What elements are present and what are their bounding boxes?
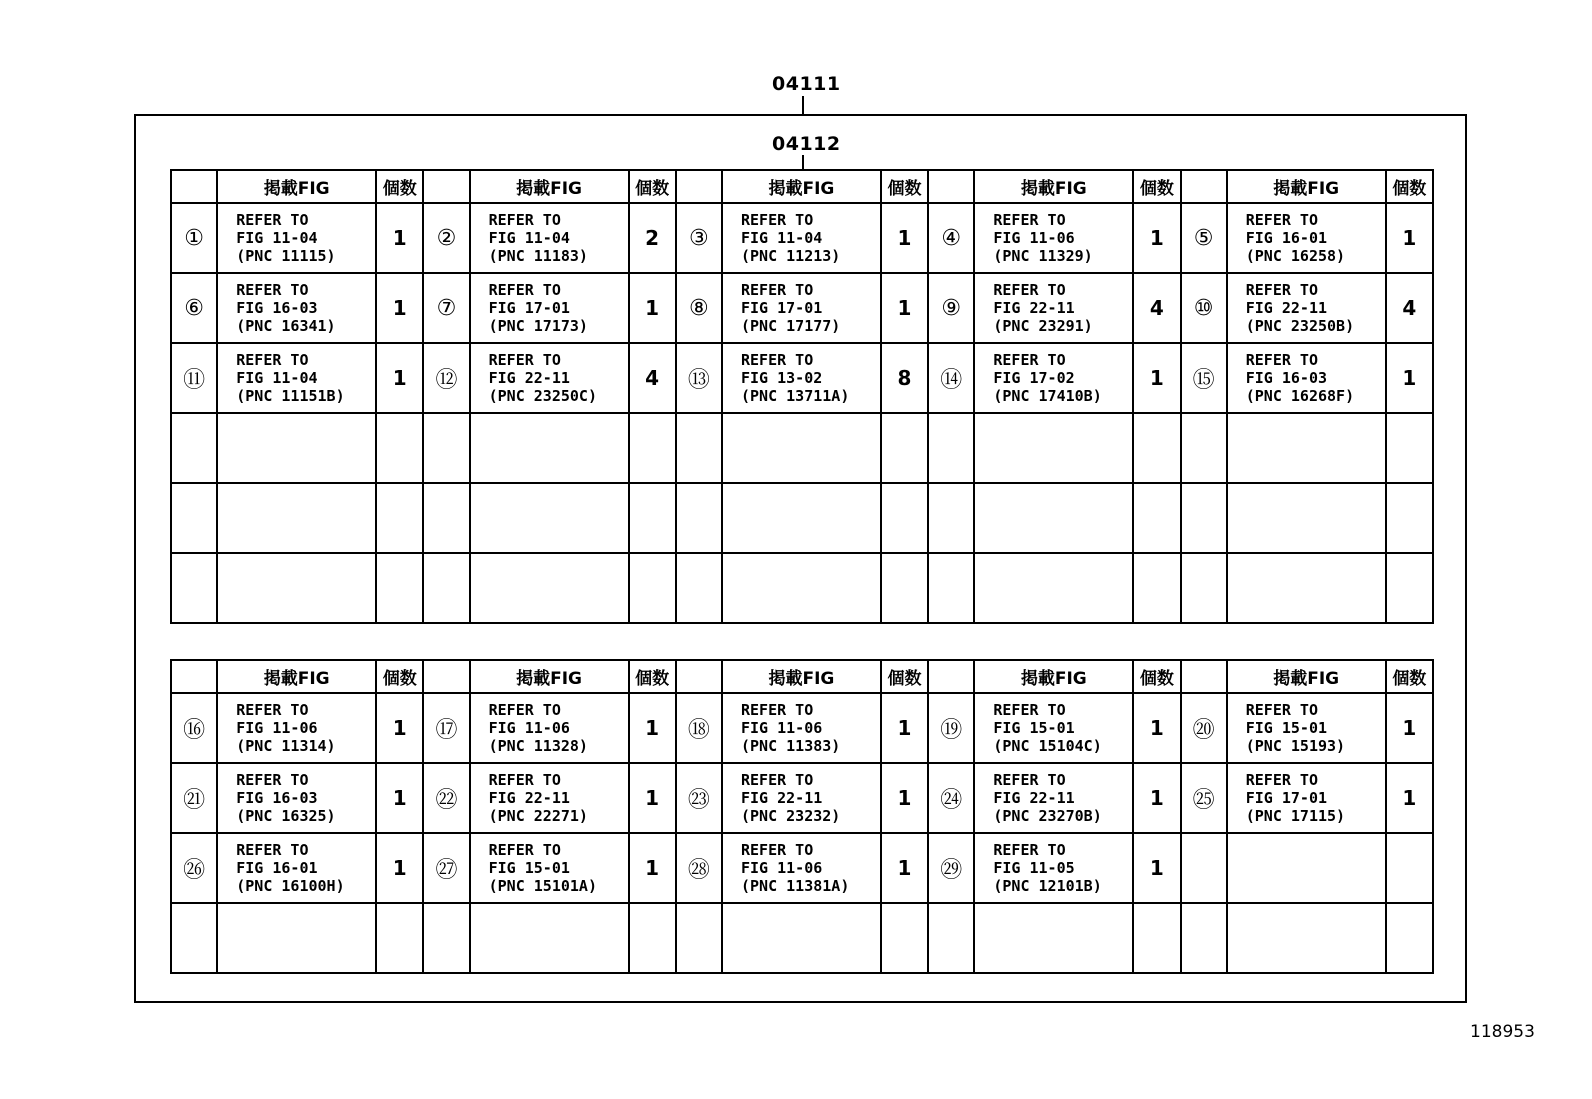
reference-line: REFER TO — [1245, 351, 1318, 369]
reference-line: (PNC 23250B) — [1245, 317, 1355, 335]
table-row — [171, 343, 1433, 413]
reference-line: REFER TO — [1245, 211, 1318, 229]
reference-line: REFER TO — [236, 701, 309, 719]
quantity: 1 — [1133, 833, 1180, 903]
header-fig: 掲載FIG — [217, 170, 376, 203]
quantity: 1 — [1133, 343, 1180, 413]
header-fig: 掲載FIG — [470, 170, 629, 203]
fig-reference — [217, 273, 376, 343]
header-qty: 個数 — [1386, 170, 1433, 203]
item-number: ⑦ — [423, 273, 469, 343]
reference-line: REFER TO — [488, 351, 561, 369]
header-number-cell — [423, 170, 469, 203]
reference-line: FIG 16-03 — [236, 299, 318, 317]
reference-line: REFER TO — [993, 771, 1066, 789]
reference-line: (PNC 16341) — [236, 317, 336, 335]
reference-line: FIG 22-11 — [488, 789, 570, 807]
quantity — [881, 483, 928, 553]
fig-reference — [217, 343, 376, 413]
reference-line: (PNC 11314) — [236, 737, 336, 755]
fig-reference — [974, 413, 1133, 483]
reference-line: (PNC 16325) — [236, 807, 336, 825]
item-number: ㉖ — [171, 833, 217, 903]
reference-line: REFER TO — [236, 351, 309, 369]
reference-line: (PNC 12101B) — [993, 877, 1102, 895]
reference-table-1 — [170, 169, 1434, 624]
reference-line: FIG 11-06 — [741, 859, 823, 877]
quantity: 8 — [881, 343, 928, 413]
reference-line: REFER TO — [741, 211, 814, 229]
item-number: ⑲ — [928, 693, 974, 763]
reference-line: REFER TO — [741, 771, 814, 789]
item-number — [676, 413, 722, 483]
fig-reference — [1227, 413, 1386, 483]
fig-reference — [470, 763, 629, 833]
item-number: ⑤ — [1181, 203, 1227, 273]
header-number-cell — [676, 170, 722, 203]
fig-reference — [722, 553, 881, 623]
reference-line: REFER TO — [488, 701, 561, 719]
fig-reference — [974, 903, 1133, 973]
header-qty: 個数 — [881, 170, 928, 203]
header-number-cell — [928, 170, 974, 203]
quantity: 1 — [629, 273, 676, 343]
reference-line: (PNC 15104C) — [993, 737, 1102, 755]
header-number-cell — [423, 660, 469, 693]
reference-line: (PNC 17115) — [1245, 807, 1346, 825]
reference-line: FIG 11-04 — [488, 229, 570, 247]
reference-line: FIG 15-01 — [1245, 719, 1328, 737]
reference-line: (PNC 11328) — [488, 737, 588, 755]
quantity — [376, 903, 423, 973]
quantity: 1 — [881, 833, 928, 903]
reference-line: FIG 11-06 — [741, 719, 823, 737]
reference-line: REFER TO — [236, 841, 309, 859]
reference-line: REFER TO — [993, 211, 1066, 229]
reference-line: FIG 22-11 — [741, 789, 823, 807]
item-number — [1181, 483, 1227, 553]
reference-line: REFER TO — [993, 841, 1066, 859]
item-number: ④ — [928, 203, 974, 273]
reference-line: REFER TO — [741, 281, 814, 299]
fig-reference — [1227, 273, 1386, 343]
quantity: 4 — [1386, 273, 1433, 343]
fig-reference — [470, 693, 629, 763]
fig-reference — [470, 833, 629, 903]
fig-reference — [217, 483, 376, 553]
fig-reference — [217, 833, 376, 903]
quantity: 4 — [1133, 273, 1180, 343]
fig-reference — [470, 203, 629, 273]
reference-line: REFER TO — [488, 841, 561, 859]
header-number-cell — [1181, 170, 1227, 203]
quantity — [629, 553, 676, 623]
quantity: 4 — [629, 343, 676, 413]
outer-assembly-label: 04111 — [772, 73, 841, 95]
reference-line: REFER TO — [1245, 771, 1318, 789]
quantity: 1 — [629, 763, 676, 833]
quantity — [1133, 903, 1180, 973]
header-row — [171, 170, 1433, 203]
reference-line: (PNC 16268F) — [1245, 387, 1355, 405]
reference-line: REFER TO — [488, 211, 561, 229]
quantity: 1 — [1386, 343, 1433, 413]
quantity — [376, 553, 423, 623]
quantity: 1 — [376, 833, 423, 903]
item-number: ⑧ — [676, 273, 722, 343]
table-row — [171, 483, 1433, 553]
fig-reference — [470, 903, 629, 973]
quantity — [376, 413, 423, 483]
reference-line: (PNC 17177) — [741, 317, 841, 335]
quantity — [629, 413, 676, 483]
header-qty: 個数 — [881, 660, 928, 693]
quantity: 1 — [881, 273, 928, 343]
header-fig: 掲載FIG — [722, 170, 881, 203]
fig-reference — [217, 553, 376, 623]
reference-line: (PNC 23291) — [993, 317, 1093, 335]
quantity: 2 — [629, 203, 676, 273]
fig-reference — [722, 903, 881, 973]
reference-line: FIG 22-11 — [488, 369, 570, 387]
quantity — [1386, 553, 1433, 623]
quantity: 1 — [881, 693, 928, 763]
reference-line: FIG 15-01 — [488, 859, 570, 877]
reference-line: REFER TO — [236, 771, 309, 789]
reference-line: (PNC 11213) — [741, 247, 841, 265]
reference-line: FIG 11-05 — [993, 859, 1075, 877]
table-row — [171, 273, 1433, 343]
header-number-cell — [171, 170, 217, 203]
table-row — [171, 203, 1433, 273]
item-number: ⑥ — [171, 273, 217, 343]
quantity — [1133, 483, 1180, 553]
item-number: ⑯ — [171, 693, 217, 763]
fig-reference — [974, 763, 1133, 833]
reference-line: (PNC 11381A) — [741, 877, 850, 895]
outer-leader-line — [802, 96, 804, 114]
fig-reference — [1227, 553, 1386, 623]
header-qty: 個数 — [629, 170, 676, 203]
item-number: ㉓ — [676, 763, 722, 833]
fig-reference — [217, 413, 376, 483]
reference-line: REFER TO — [993, 701, 1066, 719]
item-number — [1181, 833, 1227, 903]
item-number: ⑬ — [676, 343, 722, 413]
reference-line: FIG 16-01 — [236, 859, 318, 877]
item-number: ① — [171, 203, 217, 273]
fig-reference — [722, 273, 881, 343]
reference-line: (PNC 13711A) — [741, 387, 850, 405]
item-number: ⑨ — [928, 273, 974, 343]
quantity — [629, 483, 676, 553]
quantity: 1 — [1386, 693, 1433, 763]
item-number — [676, 483, 722, 553]
reference-line: (PNC 16258) — [1245, 247, 1346, 265]
fig-reference — [217, 693, 376, 763]
drawing-number: 118953 — [1470, 1022, 1535, 1042]
fig-reference — [470, 343, 629, 413]
quantity — [1133, 553, 1180, 623]
reference-line: REFER TO — [236, 211, 309, 229]
quantity — [1386, 833, 1433, 903]
header-fig: 掲載FIG — [1227, 170, 1386, 203]
table-row — [171, 693, 1433, 763]
item-number: ⑳ — [1181, 693, 1227, 763]
fig-reference — [1227, 903, 1386, 973]
reference-line: (PNC 23232) — [741, 807, 841, 825]
quantity: 1 — [376, 203, 423, 273]
header-qty: 個数 — [1386, 660, 1433, 693]
item-number — [171, 553, 217, 623]
reference-line: FIG 11-04 — [741, 229, 823, 247]
fig-reference — [974, 553, 1133, 623]
item-number: ⑮ — [1181, 343, 1227, 413]
quantity — [881, 553, 928, 623]
quantity: 1 — [376, 343, 423, 413]
item-number: ㉔ — [928, 763, 974, 833]
fig-reference — [1227, 343, 1386, 413]
header-fig: 掲載FIG — [974, 660, 1133, 693]
fig-reference — [974, 833, 1133, 903]
fig-reference — [470, 413, 629, 483]
reference-line: (PNC 11329) — [993, 247, 1093, 265]
reference-line: FIG 22-11 — [993, 299, 1075, 317]
header-fig: 掲載FIG — [974, 170, 1133, 203]
quantity: 1 — [629, 693, 676, 763]
fig-reference — [722, 203, 881, 273]
reference-line: REFER TO — [993, 281, 1066, 299]
quantity: 1 — [881, 203, 928, 273]
item-number — [928, 413, 974, 483]
fig-reference — [722, 833, 881, 903]
reference-line: REFER TO — [1245, 281, 1318, 299]
item-number — [171, 413, 217, 483]
item-number — [1181, 553, 1227, 623]
item-number: ㉑ — [171, 763, 217, 833]
fig-reference — [974, 273, 1133, 343]
fig-reference — [722, 413, 881, 483]
table-row — [171, 833, 1433, 903]
fig-reference — [217, 763, 376, 833]
fig-reference — [470, 553, 629, 623]
fig-reference — [722, 763, 881, 833]
reference-line: (PNC 15101A) — [488, 877, 597, 895]
reference-line: FIG 16-03 — [1245, 369, 1328, 387]
fig-reference — [217, 203, 376, 273]
reference-line: FIG 11-04 — [236, 229, 318, 247]
reference-line: (PNC 11115) — [236, 247, 336, 265]
item-number: ⑰ — [423, 693, 469, 763]
quantity — [1386, 903, 1433, 973]
reference-line: FIG 13-02 — [741, 369, 823, 387]
fig-reference — [1227, 763, 1386, 833]
quantity — [376, 483, 423, 553]
quantity — [1386, 483, 1433, 553]
header-row — [171, 660, 1433, 693]
quantity — [881, 413, 928, 483]
quantity — [629, 903, 676, 973]
inner-assembly-label: 04112 — [772, 133, 841, 155]
quantity: 1 — [1386, 763, 1433, 833]
header-fig: 掲載FIG — [722, 660, 881, 693]
reference-line: (PNC 11383) — [741, 737, 841, 755]
item-number: ㉒ — [423, 763, 469, 833]
quantity: 1 — [629, 833, 676, 903]
item-number: ⑱ — [676, 693, 722, 763]
reference-line: FIG 17-01 — [741, 299, 823, 317]
item-number — [1181, 413, 1227, 483]
item-number — [423, 903, 469, 973]
quantity: 1 — [376, 763, 423, 833]
reference-line: FIG 16-01 — [1245, 229, 1328, 247]
reference-line: (PNC 22271) — [488, 807, 588, 825]
table-1-body — [171, 170, 1433, 623]
fig-reference — [217, 903, 376, 973]
item-number — [423, 483, 469, 553]
fig-reference — [974, 203, 1133, 273]
quantity: 1 — [376, 693, 423, 763]
reference-line: REFER TO — [741, 351, 814, 369]
item-number — [423, 413, 469, 483]
fig-reference — [1227, 833, 1386, 903]
quantity: 1 — [1133, 763, 1180, 833]
table-row — [171, 413, 1433, 483]
header-number-cell — [928, 660, 974, 693]
quantity: 1 — [1386, 203, 1433, 273]
fig-reference — [722, 693, 881, 763]
reference-line: (PNC 16100H) — [236, 877, 345, 895]
table-row — [171, 903, 1433, 973]
fig-reference — [722, 343, 881, 413]
fig-reference — [1227, 693, 1386, 763]
reference-line: (PNC 11151B) — [236, 387, 345, 405]
reference-line: FIG 17-02 — [993, 369, 1075, 387]
reference-line: REFER TO — [741, 841, 814, 859]
table-row — [171, 763, 1433, 833]
fig-reference — [974, 483, 1133, 553]
header-number-cell — [676, 660, 722, 693]
fig-reference — [1227, 203, 1386, 273]
item-number: ㉕ — [1181, 763, 1227, 833]
reference-line: FIG 11-06 — [236, 719, 318, 737]
quantity: 1 — [881, 763, 928, 833]
reference-table-2 — [170, 659, 1434, 974]
item-number: ㉙ — [928, 833, 974, 903]
reference-line: REFER TO — [488, 281, 561, 299]
quantity: 1 — [1133, 203, 1180, 273]
reference-line: REFER TO — [741, 701, 814, 719]
reference-line: FIG 15-01 — [993, 719, 1075, 737]
header-fig: 掲載FIG — [470, 660, 629, 693]
item-number: ⑭ — [928, 343, 974, 413]
header-number-cell — [171, 660, 217, 693]
fig-reference — [722, 483, 881, 553]
reference-line: REFER TO — [488, 771, 561, 789]
reference-line: REFER TO — [236, 281, 309, 299]
reference-line: (PNC 17410B) — [993, 387, 1102, 405]
item-number: ⑩ — [1181, 273, 1227, 343]
reference-line: (PNC 17173) — [488, 317, 588, 335]
item-number — [1181, 903, 1227, 973]
reference-line: REFER TO — [993, 351, 1066, 369]
reference-line: (PNC 23270B) — [993, 807, 1102, 825]
header-number-cell — [1181, 660, 1227, 693]
reference-line: FIG 17-01 — [488, 299, 570, 317]
reference-line: FIG 11-06 — [488, 719, 570, 737]
quantity: 1 — [376, 273, 423, 343]
reference-line: (PNC 15193) — [1245, 737, 1346, 755]
item-number — [928, 553, 974, 623]
fig-reference — [974, 343, 1133, 413]
quantity — [1386, 413, 1433, 483]
reference-line: (PNC 23250C) — [488, 387, 597, 405]
item-number — [676, 553, 722, 623]
header-qty: 個数 — [1133, 660, 1180, 693]
table-2-body — [171, 660, 1433, 973]
item-number: ㉘ — [676, 833, 722, 903]
reference-line: FIG 11-04 — [236, 369, 318, 387]
table-row — [171, 553, 1433, 623]
header-qty: 個数 — [629, 660, 676, 693]
fig-reference — [974, 693, 1133, 763]
quantity — [1133, 413, 1180, 483]
item-number — [171, 903, 217, 973]
item-number — [171, 483, 217, 553]
item-number — [423, 553, 469, 623]
quantity — [881, 903, 928, 973]
header-qty: 個数 — [1133, 170, 1180, 203]
item-number: ㉗ — [423, 833, 469, 903]
fig-reference — [470, 483, 629, 553]
item-number: ⑫ — [423, 343, 469, 413]
header-qty: 個数 — [376, 170, 423, 203]
quantity: 1 — [1133, 693, 1180, 763]
header-qty: 個数 — [376, 660, 423, 693]
fig-reference — [1227, 483, 1386, 553]
reference-line: FIG 22-11 — [1245, 299, 1328, 317]
reference-line: FIG 16-03 — [236, 789, 318, 807]
item-number — [928, 483, 974, 553]
reference-line: FIG 17-01 — [1245, 789, 1328, 807]
reference-line: REFER TO — [1245, 701, 1318, 719]
header-fig: 掲載FIG — [217, 660, 376, 693]
reference-line: FIG 22-11 — [993, 789, 1075, 807]
item-number — [676, 903, 722, 973]
item-number — [928, 903, 974, 973]
fig-reference — [470, 273, 629, 343]
reference-line: FIG 11-06 — [993, 229, 1075, 247]
reference-line: (PNC 11183) — [488, 247, 588, 265]
item-number: ⑪ — [171, 343, 217, 413]
header-fig: 掲載FIG — [1227, 660, 1386, 693]
item-number: ③ — [676, 203, 722, 273]
item-number: ② — [423, 203, 469, 273]
